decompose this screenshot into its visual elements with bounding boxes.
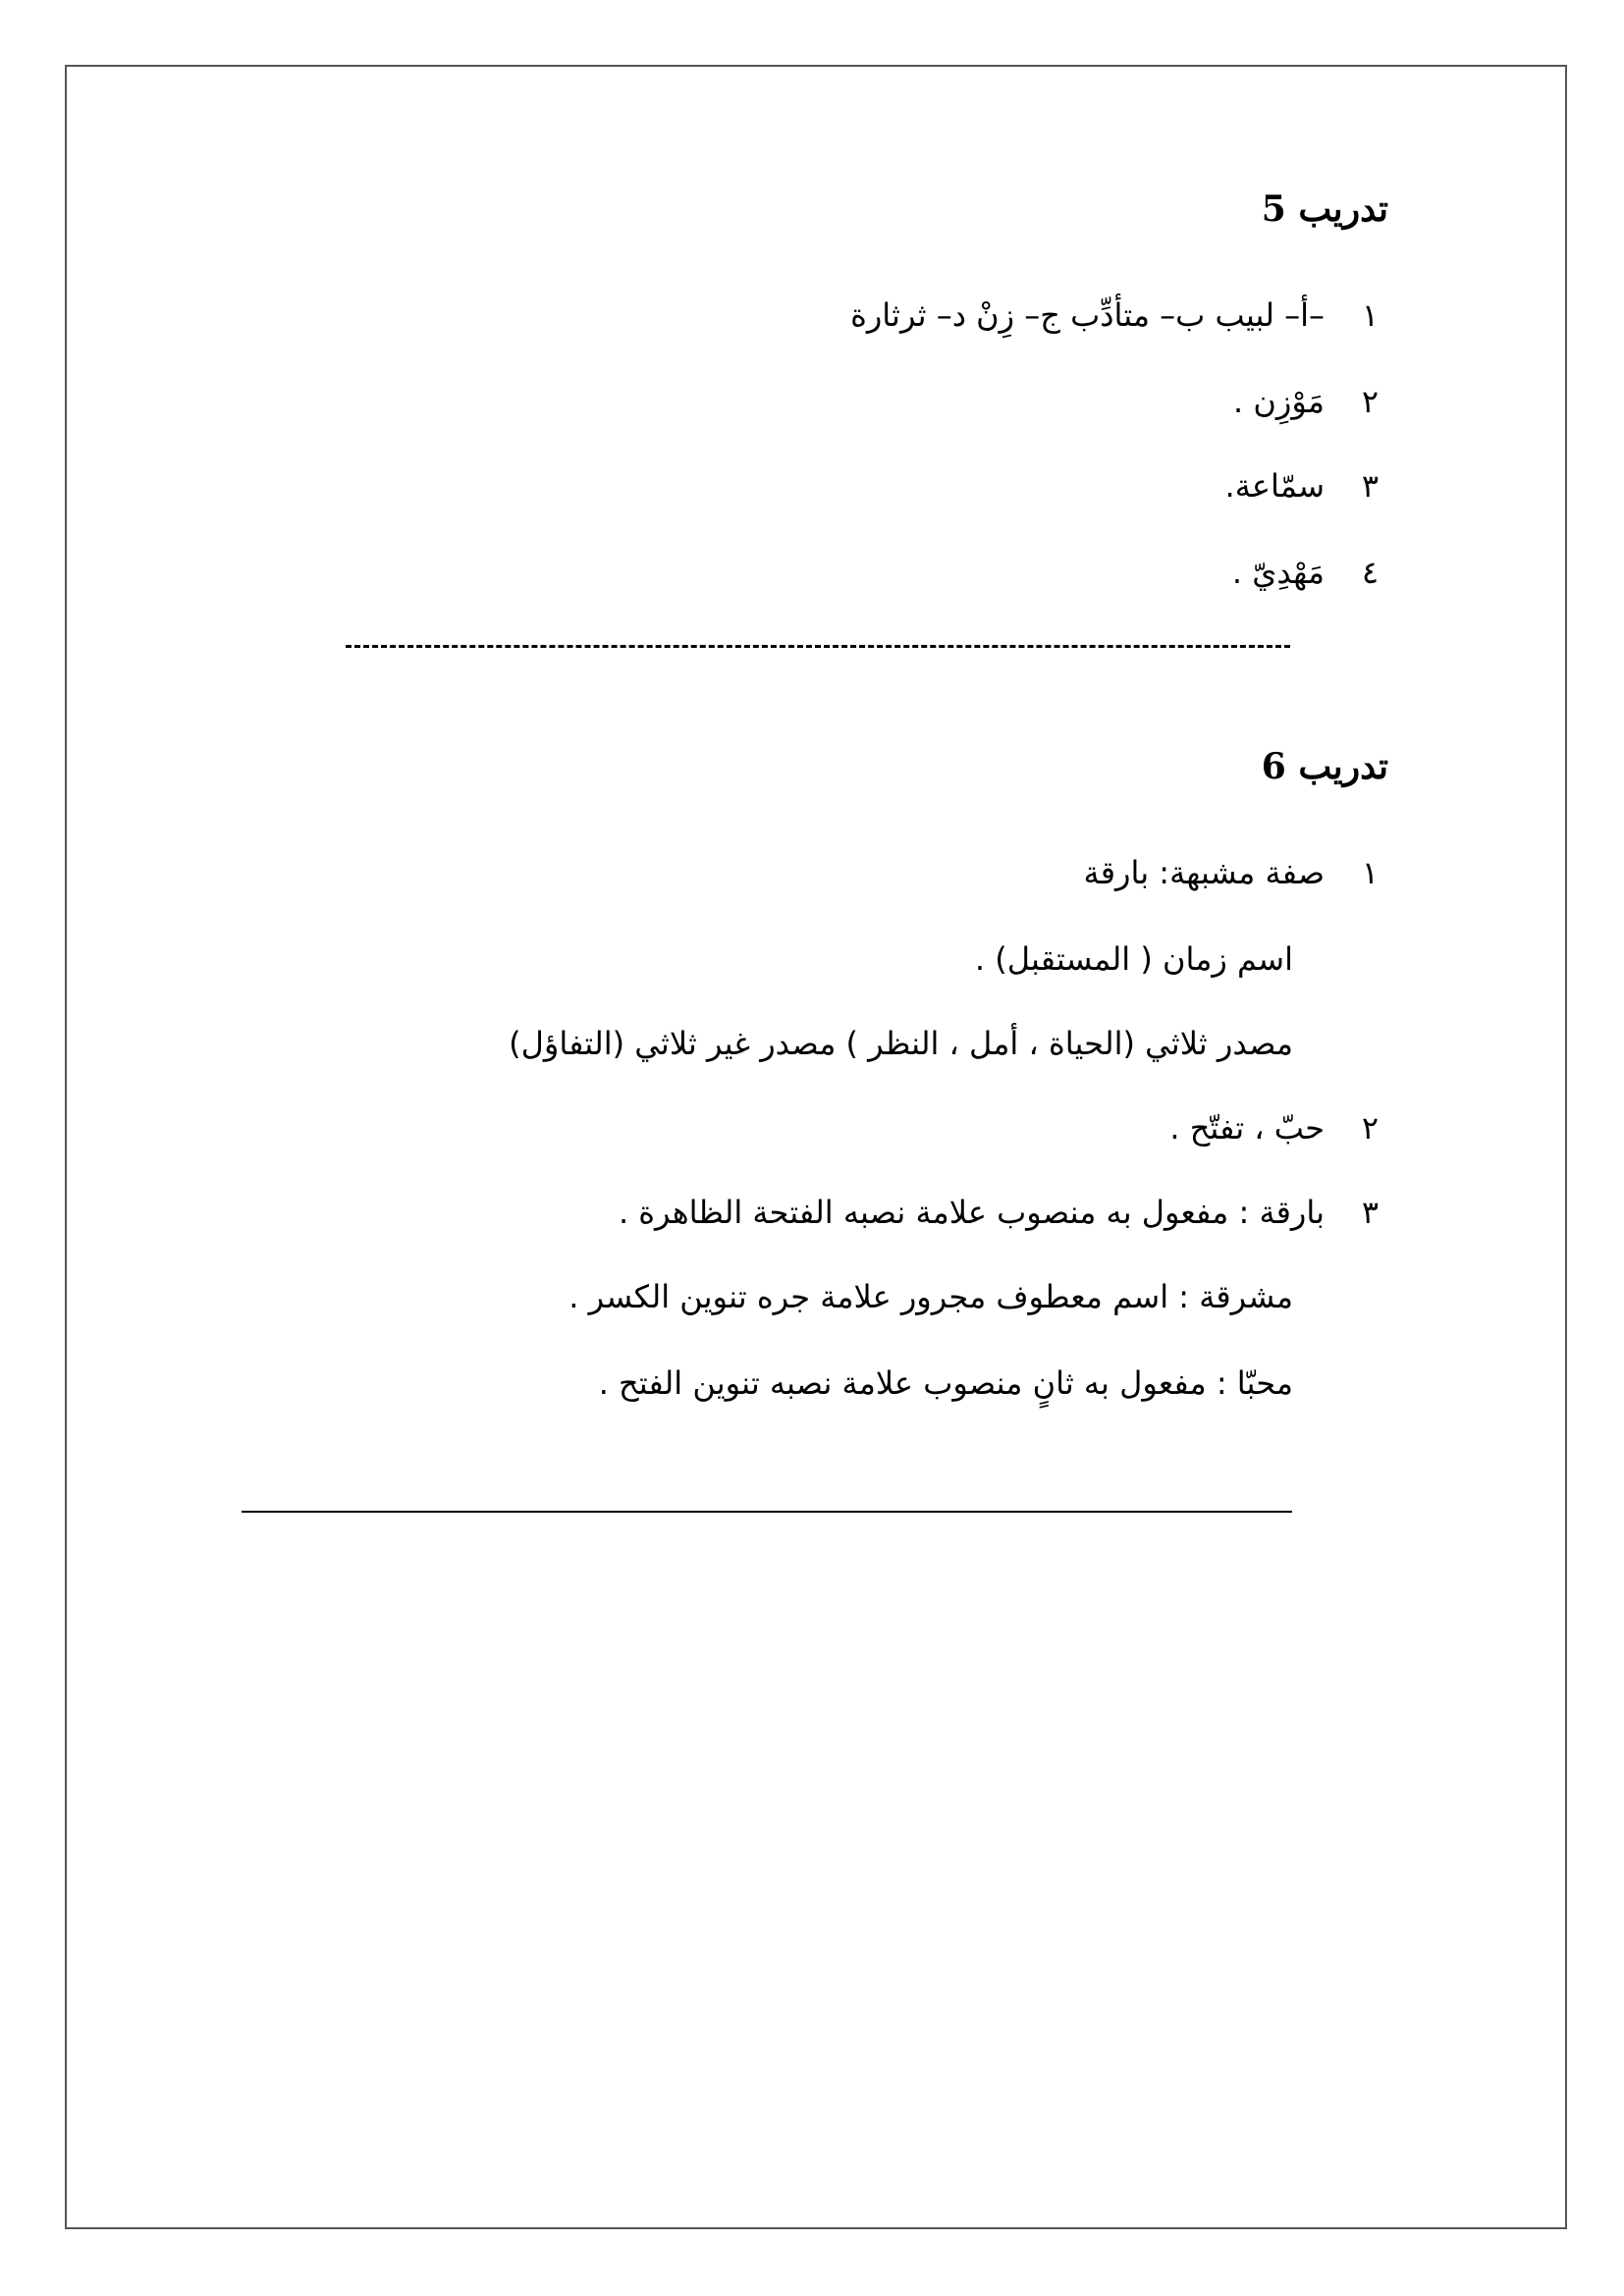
exercise-6-item-3-line-2: مشرقة : اسم معطوف مجرور علامة جره تنوين الكسر . bbox=[568, 1278, 1293, 1315]
exercise-6-item-1-line-2: اسم زمان ( المستقبل) . bbox=[974, 940, 1293, 978]
exercise-6-item-1-line-3: مصدر ثلاثي (الحياة ، أمل ، النظر ) مصدر غير ثلاثي (التفاؤل) bbox=[509, 1025, 1293, 1062]
item-number: ٢ bbox=[1361, 383, 1379, 420]
item-text: سمّاعة. bbox=[1224, 467, 1325, 505]
item-text: مَوْزِن . bbox=[1233, 383, 1325, 420]
item-number: ٣ bbox=[1361, 1194, 1379, 1231]
item-text: حبّ ، تفتّح . bbox=[1169, 1109, 1325, 1147]
exercise-5-item-3 bbox=[200, 467, 1379, 505]
exercise-5-title: تدريب 5 bbox=[1261, 188, 1388, 230]
exercise-6-title: تدريب 6 bbox=[1261, 746, 1388, 787]
item-number: ١ bbox=[1361, 296, 1379, 334]
item-text: صفة مشبهة: بارقة bbox=[1083, 854, 1325, 891]
item-number: ٤ bbox=[1361, 554, 1379, 591]
item-text: مَهْدِيّ . bbox=[1231, 554, 1325, 591]
solid-separator bbox=[242, 1511, 1292, 1513]
exercise-6-item-3 bbox=[200, 1194, 1379, 1231]
dashed-separator bbox=[346, 645, 1290, 648]
exercise-6-item-3-line-3: محبّا : مفعول به ثانٍ منصوب علامة نصبه تنوين الفتح . bbox=[598, 1364, 1293, 1402]
item-number: ٣ bbox=[1361, 467, 1379, 505]
item-text: بارقة : مفعول به منصوب علامة نصبه الفتحة الظاهرة . bbox=[618, 1194, 1325, 1231]
item-text: –أ– لبيب ب– متأدِّب ج– زِنْ د– ثرثارة bbox=[850, 296, 1325, 334]
exercise-6-item-2 bbox=[200, 1109, 1379, 1147]
exercise-5-item-2 bbox=[200, 383, 1379, 420]
exercise-6-item-1 bbox=[200, 854, 1379, 891]
exercise-5-item-4 bbox=[200, 554, 1379, 591]
item-number: ١ bbox=[1361, 854, 1379, 891]
exercise-5-item-1 bbox=[200, 296, 1379, 334]
item-number: ٢ bbox=[1361, 1109, 1379, 1147]
